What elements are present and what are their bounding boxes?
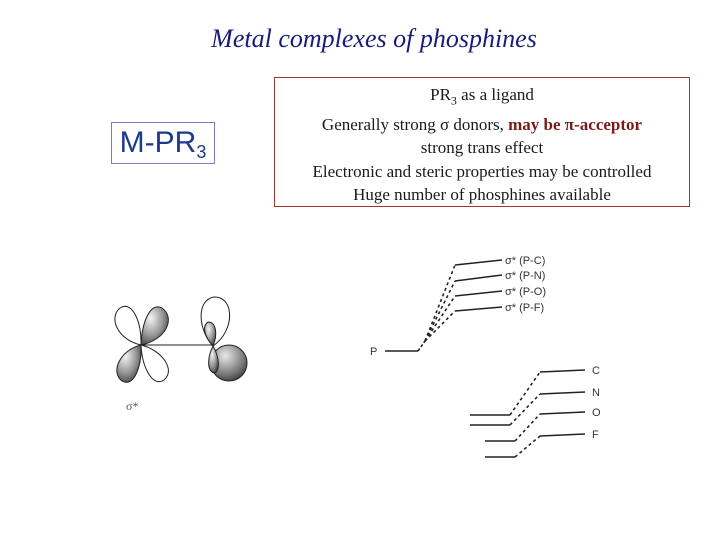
- sigma-pc-label: σ* (P-C): [505, 255, 546, 267]
- info-pr: PR: [430, 85, 451, 104]
- f-label: F: [592, 429, 599, 441]
- pf-correlation: [425, 311, 455, 341]
- info-line-trans: strong trans effect: [420, 138, 544, 158]
- p-label: P: [370, 346, 378, 358]
- p-lobe-small: [205, 322, 216, 346]
- c-label: C: [592, 365, 600, 377]
- d-lobe-upper-left: [115, 306, 141, 345]
- slide-title: Metal complexes of phosphines: [211, 24, 537, 53]
- sigma-pn-label: σ* (P-N): [505, 270, 546, 282]
- info-line-properties: Electronic and steric properties may be controlled: [312, 161, 652, 181]
- formula-main: M-PR: [119, 126, 197, 159]
- f-correlation: [515, 436, 540, 457]
- o-label: O: [592, 407, 601, 419]
- d-lobe-lower-right: [141, 345, 168, 382]
- phosphorus-orbital: [201, 297, 247, 381]
- o-level: [540, 412, 585, 414]
- d-lobe-lower-left: [117, 345, 141, 382]
- info-donor-text: Generally strong σ donors,: [321, 114, 509, 134]
- info-acceptor-text: may be π-acceptor: [508, 114, 643, 134]
- sigma-po-label: σ* (P-O): [505, 286, 547, 298]
- c-level: [540, 370, 585, 372]
- info-pr-subscript: 3: [450, 93, 457, 108]
- sigma-pc-level: [455, 260, 502, 265]
- n-label: N: [592, 387, 600, 399]
- energy-diagram: [385, 260, 585, 457]
- info-line-availability: Huge number of phosphines available: [353, 185, 611, 205]
- f-level: [540, 434, 585, 436]
- sigma-pf-label: σ* (P-F): [505, 302, 545, 314]
- sigma-pf-level: [455, 307, 502, 311]
- c-correlation: [510, 372, 540, 415]
- pc-correlation: [425, 265, 455, 341]
- sigma-label: σ*: [126, 399, 139, 413]
- pn-correlation: [425, 281, 455, 341]
- o-correlation: [515, 414, 540, 441]
- p-connector: [418, 341, 425, 351]
- metal-d-orbital: [115, 306, 169, 382]
- d-lobe-upper-right: [141, 307, 168, 345]
- n-level: [540, 392, 585, 394]
- sigma-po-level: [455, 291, 502, 296]
- info-ligand-text: as a ligand: [456, 85, 534, 104]
- formula-subscript: 3: [196, 142, 207, 162]
- sigma-pn-level: [455, 275, 502, 281]
- po-correlation: [425, 296, 455, 341]
